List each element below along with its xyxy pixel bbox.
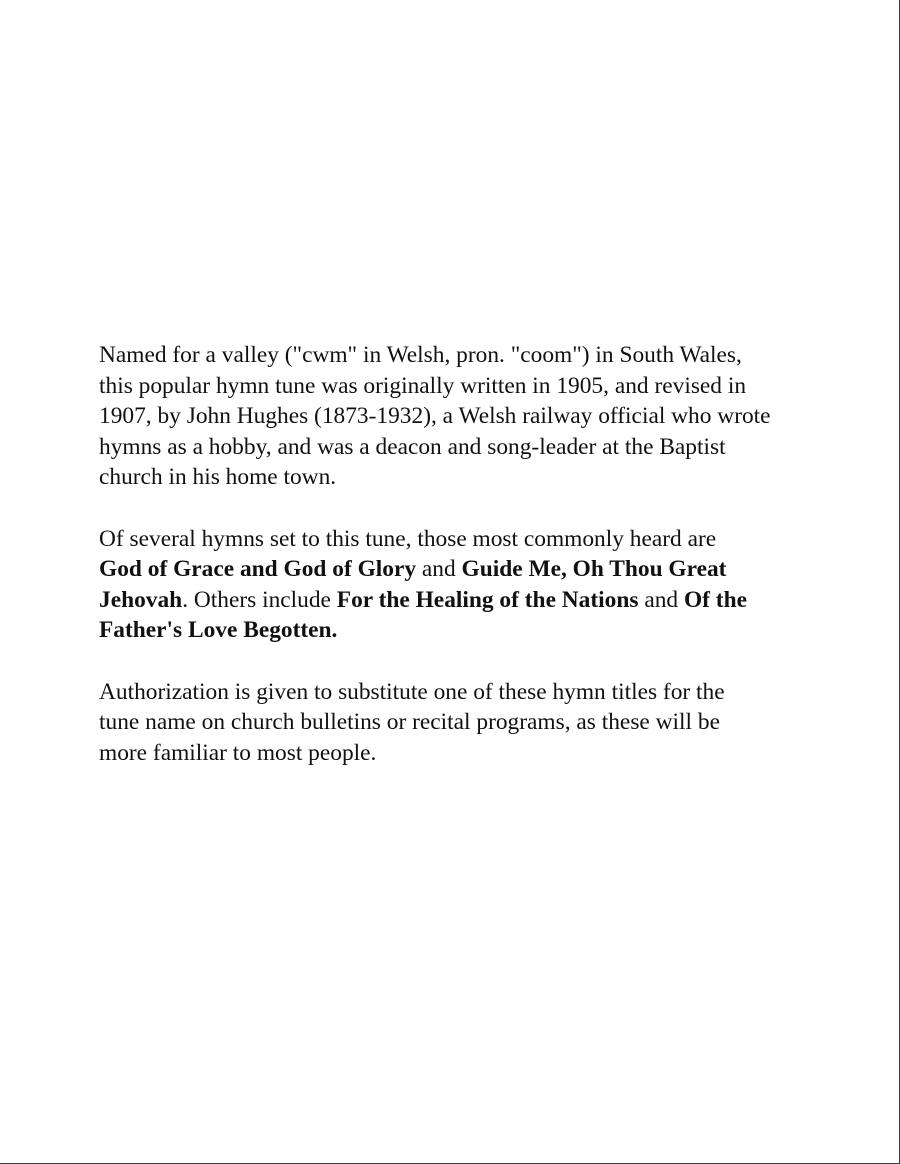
paragraph-hymns <box>99 524 879 646</box>
text-line: church in his home town. <box>99 464 337 490</box>
text-line <box>99 615 879 646</box>
hymn-title: Of the <box>683 586 747 613</box>
hymn-title: Jehovah <box>99 586 183 613</box>
paragraph-authorization <box>99 677 879 769</box>
document-body <box>99 340 879 799</box>
text-fragment: . Others include <box>182 586 337 613</box>
hymn-title: Guide Me, Oh Thou Great <box>461 556 727 582</box>
text-line <box>99 585 879 616</box>
text-line: 1907, by John Hughes (1873-1932), a Welsh railway official who wrote <box>99 403 771 429</box>
text-line: more familiar to most people. <box>99 739 377 766</box>
text-line <box>99 554 879 585</box>
text-line: Of several hymns set to this tune, those most commonly heard are <box>99 525 717 552</box>
paragraph-tune-history <box>99 340 879 493</box>
hymn-title: For the Healing of the Nations <box>336 586 639 613</box>
text-fragment: and <box>416 556 462 582</box>
text-line: hymns as a hobby, and was a deacon and song-leader at the Baptist <box>99 433 726 460</box>
hymn-title: Father's Love Begotten. <box>99 617 338 643</box>
text-line: Named for a valley ("cwm" in Welsh, pron. "coom") in South Wales, <box>99 342 742 368</box>
hymn-title: God of Grace and God of Glory <box>99 556 417 582</box>
text-line: this popular hymn tune was originally written in 1905, and revised in <box>99 372 747 399</box>
text-line: tune name on church bulletins or recital programs, as these will be <box>99 709 720 735</box>
text-line: Authorization is given to substitute one of these hymn titles for the <box>99 678 725 705</box>
text-fragment: and <box>638 586 684 613</box>
